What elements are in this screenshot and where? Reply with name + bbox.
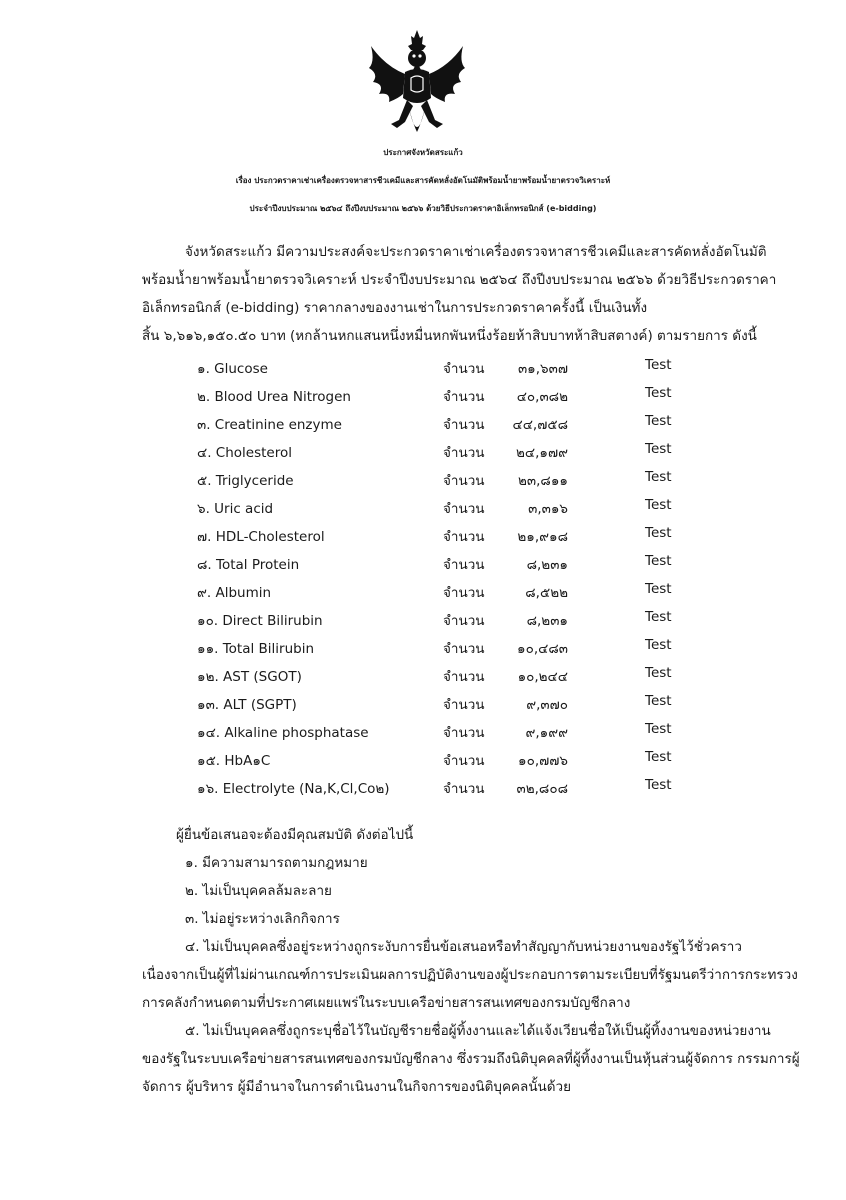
item-name: ๙. Albumin [197, 585, 272, 601]
item-quantity: ๘,๒๓๑ [526, 613, 568, 629]
item-unit: Test [645, 609, 672, 625]
item-quantity-label: จำนวน [443, 501, 485, 517]
item-quantity: ๘,๕๒๒ [525, 585, 568, 601]
item-unit: Test [645, 385, 672, 401]
item-name: ๗. HDL-Cholesterol [197, 529, 325, 545]
item-quantity: ๙,๑๙๙ [525, 725, 568, 741]
item-name: ๑๕. HbA๑C [197, 753, 271, 769]
item-name: ๓. Creatinine enzyme [197, 417, 342, 433]
item-unit: Test [645, 581, 672, 597]
item-quantity: ๙,๓๗๐ [526, 697, 568, 713]
item-name: ๔. Cholesterol [197, 445, 292, 461]
item-unit: Test [645, 749, 672, 765]
item-unit: Test [645, 357, 672, 373]
item-unit: Test [645, 553, 672, 569]
subject-line-1: เรื่อง ประกวดราคาเช่าเครื่องตรวจหาสารชีวเคมีและสารคัดหลั่งอัตโนมัติพร้อมน้ำยาพร้อมน้ำยาตรวจวิเคราะห์ [235, 176, 611, 185]
item-quantity-label: จำนวน [443, 585, 485, 601]
item-unit: Test [645, 721, 672, 737]
item-quantity: ๓๑,๖๓๗ [517, 361, 568, 377]
item-quantity: ๔๐,๓๘๒ [516, 389, 568, 405]
item-quantity: ๓,๓๑๖ [528, 501, 568, 517]
intro-line-2: พร้อมน้ำยาพร้อมน้ำยาตรวจวิเคราะห์ ประจำปีงบประมาณ ๒๕๖๔ ถึงปีงบประมาณ ๒๕๖๖ ด้วยวิธีประกวดราคา [142, 272, 777, 288]
qualification-1: ๑. มีความสามารถตามกฎหมาย [185, 855, 368, 871]
item-name: ๑๓. ALT (SGPT) [197, 697, 297, 713]
item-name: ๑๑. Total Bilirubin [197, 641, 315, 657]
item-quantity: ๑๐,๗๗๖ [518, 753, 568, 769]
qualification-5-line-2: ของรัฐในระบบเครือข่ายสารสนเทศของกรมบัญชีกลาง ซึ่งรวมถึงนิติบุคคลที่ผู้ทิ้งงานเป็นหุ้นส่วนผู้จัดการ กรรมการผู้ [142, 1051, 800, 1067]
item-quantity: ๒๑,๙๑๘ [517, 529, 568, 545]
item-quantity-label: จำนวน [443, 361, 485, 377]
qualification-4-line-1: ๔. ไม่เป็นบุคคลซึ่งอยู่ระหว่างถูกระงับการยื่นข้อเสนอหรือทำสัญญากับหน่วยงานของรัฐไว้ชั่วคราว [185, 939, 742, 955]
qualification-2: ๒. ไม่เป็นบุคคลล้มละลาย [185, 883, 332, 899]
qualification-5-line-1: ๕. ไม่เป็นบุคคลซึ่งถูกระบุชื่อไว้ในบัญชีรายชื่อผู้ทิ้งงานและได้แจ้งเวียนชื่อให้เป็นผู้ทิ้งงานของหน่วยงาน [185, 1023, 771, 1039]
item-unit: Test [645, 413, 672, 429]
garuda-emblem-icon [365, 28, 469, 146]
item-name: ๑๒. AST (SGOT) [197, 669, 302, 685]
subject-line-2: ประจำปีงบประมาณ ๒๕๖๔ ถึงปีงบประมาณ ๒๕๖๖ ด้วยวิธีประกวดราคาอิเล็กทรอนิกส์ (e-bidding) [249, 204, 597, 213]
qualification-5-line-3: จัดการ ผู้บริหาร ผู้มีอำนาจในการดำเนินงานในกิจการของนิติบุคคลนั้นด้วย [142, 1079, 572, 1095]
item-quantity: ๒๓,๘๑๑ [518, 473, 568, 489]
intro-line-4: สิ้น ๖,๖๑๖,๑๕๐.๕๐ บาท (หกล้านหกแสนหนึ่งหมื่นหกพันหนึ่งร้อยห้าสิบบาทห้าสิบสตางค์) ตามรายการ ดังนี้ [142, 328, 757, 344]
item-quantity: ๓๒,๘๐๘ [516, 781, 568, 797]
item-name: ๑๔. Alkaline phosphatase [197, 725, 369, 741]
qualification-4-line-3: การคลังกำหนดตามที่ประกาศเผยแพร่ในระบบเครือข่ายสารสนเทศของกรมบัญชีกลาง [142, 995, 631, 1011]
item-unit: Test [645, 441, 672, 457]
item-quantity: ๑๐,๔๘๓ [517, 641, 568, 657]
item-quantity-label: จำนวน [443, 473, 485, 489]
intro-line-1: จังหวัดสระแก้ว มีความประสงค์จะประกวดราคาเช่าเครื่องตรวจหาสารชีวเคมีและสารคัดหลั่งอัตโนมัติ [185, 244, 767, 260]
item-unit: Test [645, 693, 672, 709]
item-name: ๒. Blood Urea Nitrogen [197, 389, 351, 405]
item-unit: Test [645, 497, 672, 513]
item-quantity: ๔๔,๗๕๘ [512, 417, 568, 433]
item-quantity-label: จำนวน [443, 529, 485, 545]
item-quantity: ๒๔,๑๗๙ [515, 445, 568, 461]
item-name: ๑๐. Direct Bilirubin [197, 613, 323, 629]
item-name: ๕. Triglyceride [197, 473, 294, 489]
qualification-3: ๓. ไม่อยู่ระหว่างเลิกกิจการ [185, 911, 340, 927]
item-quantity-label: จำนวน [443, 781, 485, 797]
item-quantity-label: จำนวน [443, 557, 485, 573]
item-quantity-label: จำนวน [443, 445, 485, 461]
qualification-4-line-2: เนื่องจากเป็นผู้ที่ไม่ผ่านเกณฑ์การประเมินผลการปฏิบัติงานของผู้ประกอบการตามระเบียบที่รัฐมนตรีว่าการกระทรวง [142, 967, 798, 983]
item-name: ๖. Uric acid [197, 501, 274, 517]
item-quantity-label: จำนวน [443, 613, 485, 629]
item-name: ๘. Total Protein [197, 557, 300, 573]
item-quantity-label: จำนวน [443, 697, 485, 713]
item-unit: Test [645, 777, 672, 793]
qualifications-heading: ผู้ยื่นข้อเสนอจะต้องมีคุณสมบัติ ดังต่อไปนี้ [176, 827, 414, 843]
item-name: ๑๖. Electrolyte (Na,K,Cl,Co๒) [197, 781, 390, 797]
item-name: ๑. Glucose [197, 361, 268, 377]
item-quantity: ๘,๒๓๑ [526, 557, 568, 573]
item-quantity-label: จำนวน [443, 753, 485, 769]
item-quantity: ๑๐,๒๔๔ [517, 669, 568, 685]
item-quantity-label: จำนวน [443, 389, 485, 405]
item-quantity-label: จำนวน [443, 725, 485, 741]
item-quantity-label: จำนวน [443, 641, 485, 657]
item-unit: Test [645, 525, 672, 541]
item-unit: Test [645, 469, 672, 485]
document-title: ประกาศจังหวัดสระแก้ว [383, 148, 463, 157]
intro-line-3: อิเล็กทรอนิกส์ (e-bidding) ราคากลางของงานเช่าในการประกวดราคาครั้งนี้ เป็นเงินทั้ง [142, 300, 648, 316]
item-unit: Test [645, 637, 672, 653]
item-quantity-label: จำนวน [443, 669, 485, 685]
item-unit: Test [645, 665, 672, 681]
item-quantity-label: จำนวน [443, 417, 485, 433]
